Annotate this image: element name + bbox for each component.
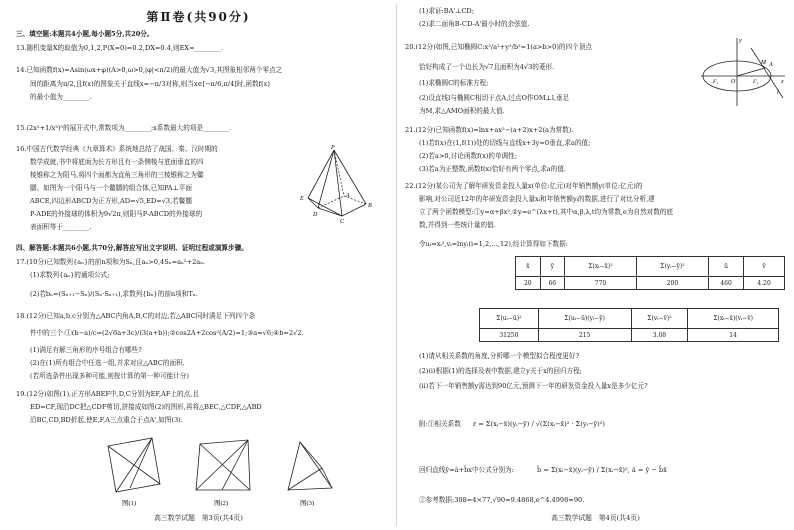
q14-line2: 间的距离为π/2,且f(x)的图象关于直线x=−π/3对称,则当x∈[−π/6,π/4]时,函数f(x) [30, 80, 270, 88]
t2-val-1: 215 [538, 329, 631, 342]
folding-figures [100, 432, 370, 510]
ellipse-figure [699, 36, 787, 108]
q18-line2: 件中的三个:①(b−a)/c=(2√6a+3c)/(3(a+b));②cos2A+2cos²(A/2)=1;③a=√6;④b=2√2. [30, 329, 304, 337]
q17-part1: (1)求数列{aₙ}的通项公式; [30, 271, 110, 279]
t1-val-0: 20 [516, 277, 541, 290]
q16-line3: 棱锥称之为阳马,将四个面都为直角三角形的三棱锥称之为鳖 [30, 171, 204, 179]
fig1-caption: 图(1) [122, 500, 137, 507]
right-footer: 高三数学试题 第4页(共4页) [551, 514, 640, 522]
q22-line2: 影响,对公司近12年的年研发资金投入量xᵢ和年销售额yᵢ的数据,进行了对比分析,建 [419, 195, 655, 203]
reg-formula: b̂ = Σ(xᵢ−x̄)(yᵢ−ȳ) / Σ(xᵢ−x̄)², â = ȳ − b̂x̄ [537, 466, 667, 474]
stats-table-1 [515, 256, 785, 290]
t2-val-0: 31250 [480, 329, 539, 342]
q16-line2: 数学成就,书中将底面为长方形且有一条侧棱与底面垂直的四 [30, 158, 204, 166]
label-B: B [368, 203, 372, 209]
q18-line1: 18.(12分)已知a,b,c分别为△ABC内角A,B,C的对边,若△ABC同时满足下列四个条 [16, 312, 256, 320]
q20-part2-cont: 为M,求△AMO面积的最大值. [419, 107, 505, 115]
q19-part2: (2)求二面角B-CD-A'最小时的余弦值. [419, 20, 530, 28]
t2-head-2: Σ(vᵢ−v̄)² [631, 309, 688, 329]
q17-text: 17.(10分)已知数列{aₙ}的前n项和为Sₙ,且aₙ>0,4Sₙ=aₙ²+2aₙ. [16, 258, 206, 266]
t2-head-1: Σ(uᵢ−ū)(yᵢ−ȳ) [538, 309, 631, 329]
q21-text: 21.(12分)已知函数f(x)=lnx+ax²−(a+2)x+2(a为常数). [405, 126, 574, 134]
q20-part2: (2)设直线l与椭圆C相切于点A,过点O作OM⊥l,垂足 [419, 94, 570, 102]
label-E: E [300, 196, 304, 202]
t1-val-2: 770 [565, 277, 637, 290]
t1-val-3: 200 [636, 277, 708, 290]
label-F2: F₂ [753, 79, 759, 85]
left-footer: 高三数学试题 第3页(共4页) [154, 514, 243, 522]
q16-line6: P-ADE的外接球的体积为9√2π,则阳马P-ABCD的外接球的 [30, 210, 203, 218]
t2-head-0: Σ(uᵢ−ū)² [480, 309, 539, 329]
ref-data: ②参考数据:308=4×77,√90≈9.4868,e^4.4998≈90. [419, 496, 585, 504]
fig2-caption: 图(2) [214, 500, 229, 507]
t2-val-2: 3.08 [631, 329, 688, 342]
pyramid-figure [298, 145, 380, 225]
q19-line1: 19.(12分)如图(1),正方形ABEF中,D,C分别为EF,AF上的点,且 [16, 390, 199, 398]
q18-note: (若所选条件出现多种可能,则按计算的第一种可能计分) [30, 372, 189, 380]
q22-part2i: (2)(i)根据(1)的选择及表中数据,建立y关于x的回归方程; [419, 367, 582, 375]
t1-val-4: 460 [708, 277, 743, 290]
q22-part1: (1)请从相关系数的角度,分析哪一个模型拟合程度更好? [419, 352, 580, 360]
q19-part1: (1)求证:BA'⊥CD; [419, 7, 474, 15]
q16-line5: ABCE,四边形ABCD为正方形,AD=√5,ED=√3,若鳖臑 [30, 197, 192, 205]
q22-part2ii: (ii)若下一年销售额y需达到90亿元,预测下一年的研发资金投入量x是多少亿元? [419, 382, 648, 390]
fill-blank-heading: 三、填空题:本题共4小题,每小题5分,共20分。 [16, 30, 154, 38]
t1-head-3: Σ(yᵢ−ȳ)² [636, 257, 708, 277]
q14-line1: 14.已知函数f(x)=Asin(ωx+φ)(A>0,ω>0,|φ|<π/2)的最大值为√3,其图象相邻两个零点之 [16, 66, 283, 74]
q14-line3: 的最小值为________. [30, 93, 92, 101]
q22-line3: 立了两个函数模型:①y=α+βx²,②y=e^(λx+t),其中α,β,λ,t均为常数,e为自然对数的底 [419, 208, 674, 216]
label-O: O [731, 79, 736, 85]
q13-text: 13.随机变量X的取值为0,1,2,P(X=0)=0.2,DX=0.4,则EX=________. [16, 44, 224, 52]
q21-part3: (3)若a为正整数,函数f(x)恰好有两个零点,求a的值. [419, 165, 566, 173]
right-page [397, 0, 794, 530]
label-y: y [739, 38, 742, 44]
fig3-caption: 图(3) [300, 500, 315, 507]
label-A: A [769, 62, 773, 68]
t1-head-1: ȳ [540, 257, 565, 277]
t1-head-2: Σ(xᵢ−x̄)² [565, 257, 637, 277]
stats-table-2 [479, 308, 779, 342]
q18-part1: (1)满足有解三角形的序号组合有哪些? [30, 346, 142, 354]
label-l: l [777, 90, 779, 96]
q21-part2: (2)若a>0,讨论函数f(x)的单调性; [419, 152, 517, 160]
t2-head-3: Σ(xᵢ−x̄)(vᵢ−v̄) [688, 309, 779, 329]
note-label: 附:①相关系数 [419, 420, 461, 428]
q16-line7: 表面积等于________. [30, 223, 92, 231]
label-D: D [313, 212, 318, 218]
q22-line5: 令uᵢ=xᵢ²,vᵢ=lnyᵢ(i=1,2,…,12),经计算得如下数据: [419, 240, 568, 248]
q21-part1: (1)若f(x)在(1,f(1))处的切线与直线x+3y=0垂直,求a的值; [419, 139, 591, 147]
q19-line3: 沿BC,CD,BD折起,使E,F,A三点重合于点A',如图(3). [30, 416, 183, 424]
t1-head-0: x̄ [516, 257, 541, 277]
q17-part2: (2)若bₙ=(Sₙ₊₁−Sₙ)/(Sₙ·Sₙ₊₁),求数列{bₙ}的前n项和Tₙ. [30, 290, 198, 298]
q15-text: 15.(2x²+1/x³)⁵的展开式中,常数项为________;x系数最大的项是________. [16, 124, 232, 132]
t2-val-3: 14 [688, 329, 779, 342]
q18-part2: (2)在(1)所有组合中任选一组,并求对应△ABC的面积. [30, 359, 185, 367]
t1-head-4: ū [708, 257, 743, 277]
answer-heading: 四、解答题:本题共6小题,共70分,解答应写出文字说明、证明过程或演算步骤。 [16, 244, 248, 252]
section-title: 第Ⅱ卷(共90分) [146, 10, 251, 24]
t1-val-1: 66 [540, 277, 565, 290]
label-P: P [331, 145, 335, 151]
q19-line2: ED=CF,现沿DC把△CDF剪切,拼接成如图(2)的图形,再将△BEC,△CDF,△ABD [30, 403, 262, 411]
reg-label: 回归直线ŷ=â+b̂x中公式分别为: [419, 466, 514, 474]
q22-line1: 22.(12分)某公司为了解年研发资金投入量x(单位:亿元)对年销售额y(单位:亿元)的 [405, 182, 643, 190]
t1-head-5: v̄ [744, 257, 785, 277]
t1-val-5: 4.20 [744, 277, 785, 290]
label-A: A [346, 193, 350, 199]
q16-line1: 16.中国古代数学经典《九章算术》系统地总结了战国、秦、汉时期的 [16, 145, 218, 153]
label-F1: F₁ [713, 79, 719, 85]
label-M: M [761, 60, 766, 66]
q22-line4: 数,并得到一些统计量的值. [419, 221, 496, 229]
q20-part1: (1)求椭圆C的标准方程; [419, 79, 489, 87]
corr-formula: r = Σ(xᵢ−x̄)(yᵢ−ȳ) / √(Σ(xᵢ−x̄)² · Σ(yᵢ−ȳ)²) [473, 420, 605, 428]
label-C: C [340, 219, 345, 225]
q16-line4: 臑。如图为一个阳马与一个鳖臑的组合体,已知PA⊥平面 [30, 184, 192, 192]
label-x: x [781, 79, 784, 85]
q20-line1: 20.(12分)如图,已知椭圆C:x²/a²+y²/b²=1(a>b>0)的四个顶点 [405, 43, 592, 51]
q20-line2: 恰好构成了一个边长为√7且面积为4√3的菱形. [419, 63, 555, 71]
